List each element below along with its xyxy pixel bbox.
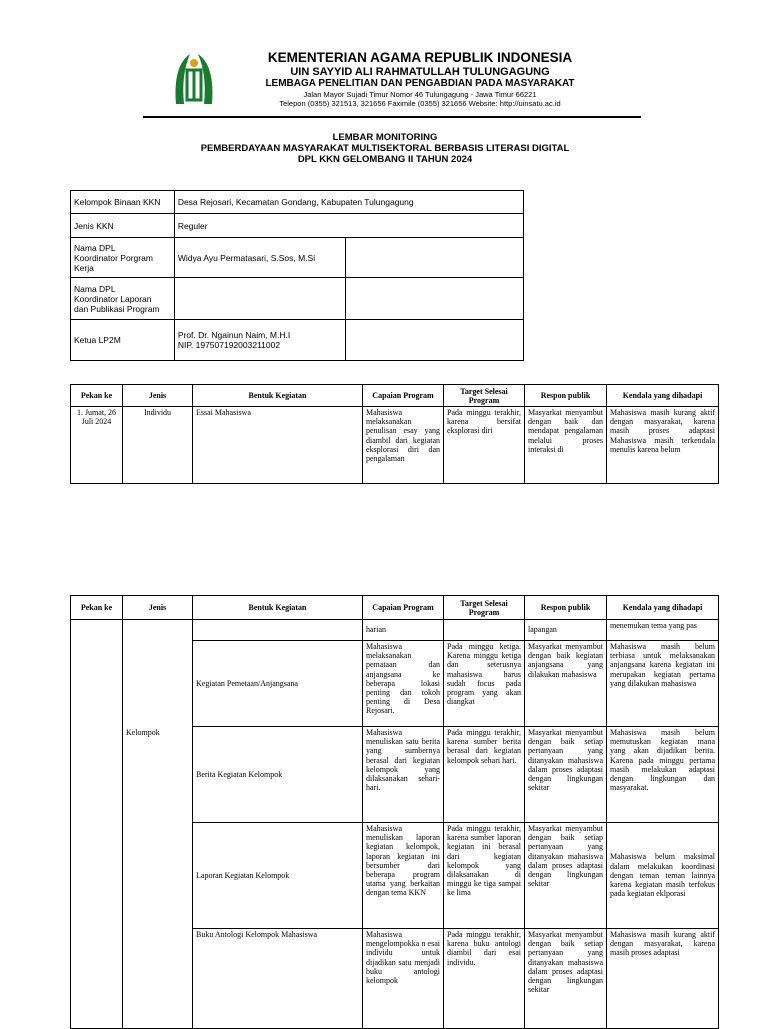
info-row-kelompok [71,191,524,214]
cell-jenis [123,641,193,727]
cell-kendala-text: Mahasiswa masih kurang aktif dengan masyarakat, karena masih proses adaptasi Mahasiswa masih terkendala menulis karena belum [610,408,715,454]
cell-capaian: Mahasiswa melaksanakan pemataan dan anjangsana ke beberapa lokasi penting dan tokoh penting di Desa Rejosari. [363,641,444,727]
cell-target: Pada minggu ketiga. Karena minggu ketiga dan seterusnya mahasiswa harus sudah focus pada program yang akan diangkat [444,641,525,727]
cell-respon-text: Masyarkat menyambut dengan baik dan mendapat pengalaman melalui proses interaksi di [528,408,603,454]
info-label: Kelompok Binaan KKN [71,191,175,214]
info-row-dpl2 [71,278,524,320]
cell-respon: Masyarkat menyambut dengan baik setiap pertanyaan yang ditanyakan mahasiswa dalam proses adaptasi dengan lingkungan sekitar [525,727,607,823]
table-row [71,727,719,823]
header-capaian: Capaian Program [363,596,444,620]
info-value: Desa Rejosari, Kecamatan Gondang, Kabupaten Tulungagung [174,191,523,214]
table-row [71,641,719,727]
cell-respon: Masyarkat menyambut dengan baik setiap pertanyaan yang ditanyakan mahasiswa dalam proses adaptasi dengan lingkungan sekitar [525,823,607,929]
cell-respon-text: Masyarkat menyambut dengan baik setiap pertanyaan yang ditanyakan mahasiswa dalam proses adaptasi dengan lingkungan sekitar [528,930,603,995]
info-label: Nama DPL Koordinator Laporan dan Publikasi Program [71,278,175,320]
header-target: Target Selesai Program [444,596,525,620]
activity-table-1 [70,384,719,484]
cell-bentuk: Berita Kegiatan Kelompok [193,727,363,823]
header-bentuk: Bentuk Kegiatan [193,385,363,407]
info-empty [345,238,523,278]
cell-kendala: Mahasiswa belum maksimal dalam melakukan koordinasi dengan teman teman lainnya karena kegiatan masih terfokus pada kegiatan eklporasi [607,823,719,929]
header-jenis: Jenis [123,385,193,407]
letterhead-divider [143,116,641,118]
header-bentuk: Bentuk Kegiatan [193,596,363,620]
cell-capaian-text: Mahasiswa melaksanakan penulisan esay yang diambil dari kegiatan eksplorasi diri dan pengalaman [366,408,440,464]
info-label: Ketua LP2M [71,320,175,361]
info-label: Jenis KKN [71,214,175,238]
info-label: Nama DPL Koordinator Porgram Kerja [71,238,175,278]
info-value: Widya Ayu Permatasari, S.Sos, M.Si [174,238,345,278]
cell-target [444,620,525,641]
cell-bentuk: Kegiatan Pemetaan/Anjangsana [193,641,363,727]
info-empty [345,278,523,320]
cell-respon: lapangan [525,620,607,641]
activity-table-2 [70,595,719,1029]
info-row-dpl1 [71,238,524,278]
info-value: Reguler [174,214,523,238]
cell-pekan [71,620,123,1029]
cell-kendala [607,407,719,484]
cell-jenis: Individu [123,407,193,484]
cell-capaian: Mahasiswa menuliskan laporan kegiatan kelompok, laporan kegiatan ini bersumber dari beberapa program utama yang berkaitan dengan tema KKN [363,823,444,929]
cell-respon [525,407,607,484]
letterhead-address: Jalan Mayor Sujadi Timur Nomor 46 Tulungagung - Jawa Timur 66221 [303,90,537,99]
cell-target: Pada minggu terakhir, karena sumber laporan kegiatan ini berasal dari kegiatan kelompok yang dilaksanakan di minggu ke tiga sampai ke lima [444,823,525,929]
cell-kendala: menemukan tema yang pas [607,620,719,641]
header-kendala: Kendala yang dihadapi [607,385,719,407]
cell-respon: Masyarkat menyambut dengan baik kegiatan anjangsana yang dilakukan mahasiswa [525,641,607,727]
cell-bentuk [193,620,363,641]
cell-capaian: Mahasiswa menuliskan satu berita yang sumbernya berasal dari kegiatan kelompok yang dilaksanakan sehari-hari. [363,727,444,823]
document-subtitle: PEMBERDAYAAN MASYARAKAT MULTISEKTORAL BERBASIS LITERASI DIGITAL [200,143,570,154]
letterhead-contact: Telepon (0355) 321513, 321656 Faximile (0355) 321656 Website: http://uinsatu.ac.id [279,99,561,108]
cell-bentuk: Buku Antologi Kelompok Mahasiswa [193,929,363,1029]
cell-pekan: 1. Jumat, 26 Juli 2024 [71,407,123,484]
info-empty [345,320,523,361]
cell-respon [525,929,607,1029]
cell-target: Pada minggu terakhir, karena bersifat eksplorasi diri [444,407,525,484]
header-capaian: Capaian Program [363,385,444,407]
header-respon: Respon publik [525,596,607,620]
header-respon: Respon publik [525,385,607,407]
info-row-ketua [71,320,524,361]
header-jenis: Jenis [123,596,193,620]
cell-capaian: harian [363,620,444,641]
table-row [71,407,719,484]
letterhead-university: UIN SAYYID ALI RAHMATULLAH TULUNGAGUNG [290,66,550,78]
cell-jenis-kelompok: Kelompok [123,727,193,1029]
cell-kendala: Mahasiswa masih kurang aktif dengan masyarakat, karena masih proses adaptasi [607,929,719,1029]
cell-bentuk: Essai Mahasiswa [193,407,363,484]
info-row-jenis [71,214,524,238]
letterhead-ministry: KEMENTERIAN AGAMA REPUBLIK INDONESIA [267,50,573,65]
header-row [71,385,719,407]
cell-capaian [363,407,444,484]
cell-target: Pada minggu terakhir, karena sumber berita berasal dari kegiatan kelompok sehari hari. [444,727,525,823]
header-pekan: Pekan ke [71,596,123,620]
info-table [70,190,524,361]
header-target: Target Selesai Program [444,385,525,407]
header-row [71,596,719,620]
header-pekan: Pekan ke [71,385,123,407]
header-kendala: Kendala yang dihadapi [607,596,719,620]
document-title: LEMBAR MONITORING [332,132,438,143]
cell-kendala: Mahasiswa masih belum terbiasa untuk melaksanakan anjangsana karena kegiatan ini merupakan kegiatan pertama yang dilakukan mahasiswa [607,641,719,727]
document-subtitle-2: DPL KKN GELOMBANG II TAHUN 2024 [297,154,473,165]
cell-bentuk: Laporan Kegiatan Kelompok [193,823,363,929]
info-value [174,278,345,320]
table-row [71,620,719,641]
cell-capaian: Mahasiswa mengelompokka n esai individu untuk dijadikan satu menjadi buku antologi kelompok [363,929,444,1029]
cell-jenis [123,620,193,641]
info-value: Prof. Dr. Ngainun Naim, M.H.I NIP. 197507192003211002 [174,320,345,361]
cell-kendala: Mahasiswa masih belum memutuskan kegiatan mana yang akan dijadikan berita. Karena pada minggu pertama masih melakukan adaptasi dengan lingkungan dan masyarakat. [607,727,719,823]
cell-target: Pada minggu terakhir, karena buku antologi diambil dari esai individu. [444,929,525,1029]
letterhead-institute: LEMBAGA PENELITIAN DAN PENGABDIAN PADA MASYARAKAT [265,78,575,89]
